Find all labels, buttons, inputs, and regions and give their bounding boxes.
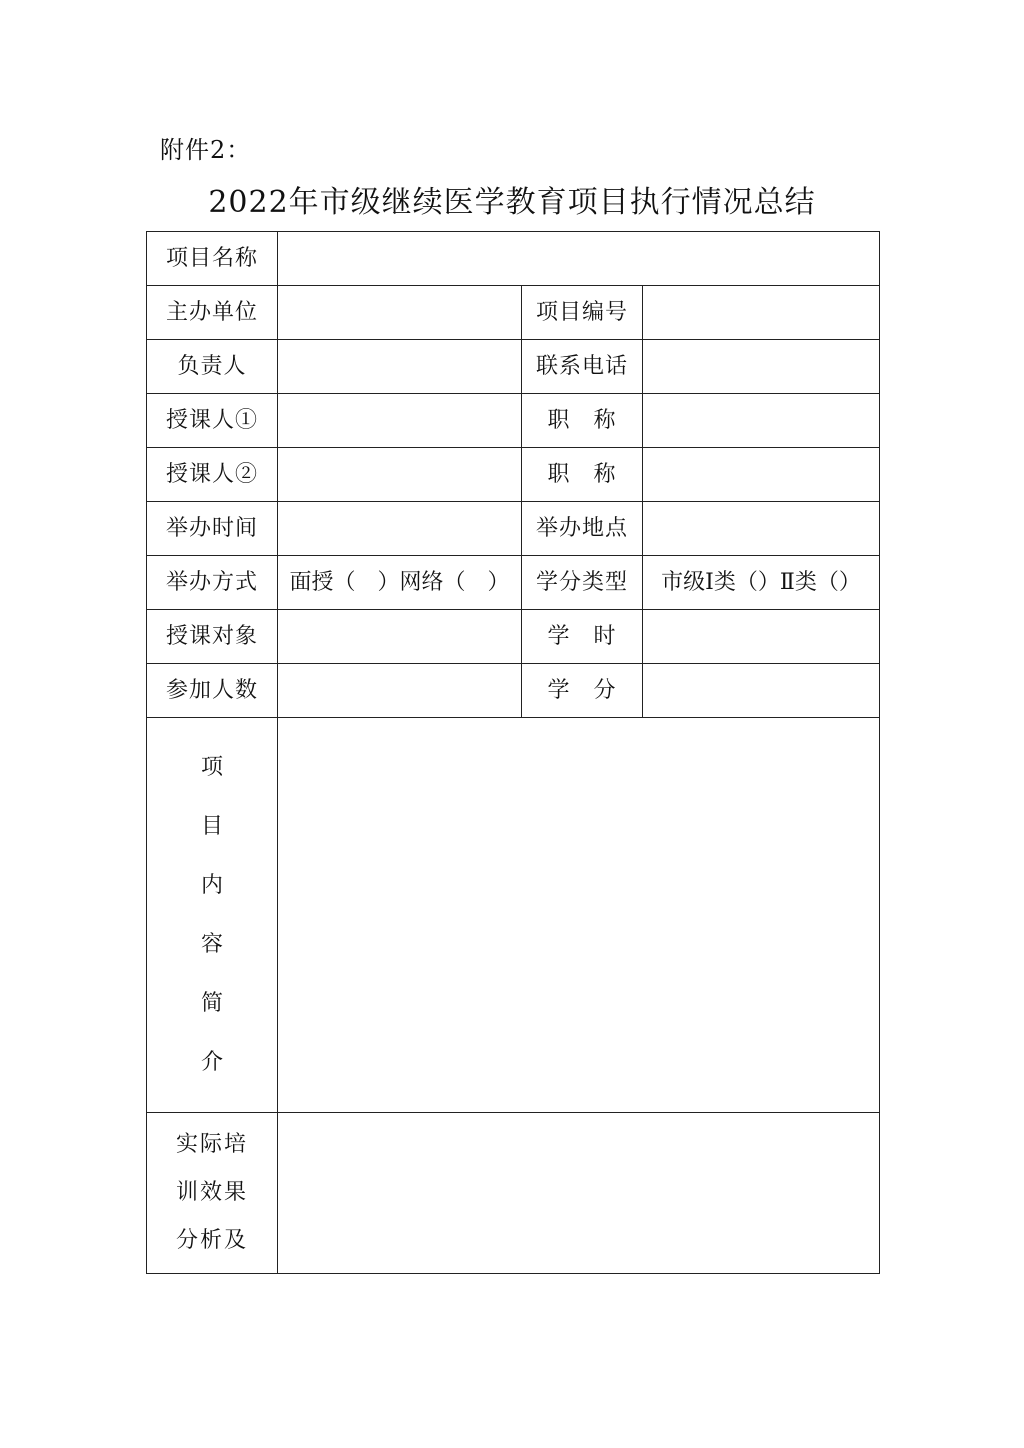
project-name-label: 项目名称: [147, 232, 278, 286]
content-intro-field[interactable]: [278, 718, 880, 1113]
training-effect-label: 实际培训效果分析及: [176, 1132, 249, 1253]
document-title: 2022年市级继续医学教育项目执行情况总结: [208, 185, 816, 220]
lecturer-2-title-label: 职 称: [522, 448, 643, 502]
person-in-charge-field[interactable]: [278, 340, 522, 394]
project-name-field[interactable]: [278, 232, 880, 286]
hold-place-field[interactable]: [643, 502, 880, 556]
attachment-label: 附件2：: [160, 136, 252, 164]
content-intro-char: 容: [200, 932, 223, 957]
audience-label: 授课对象: [147, 610, 278, 664]
person-in-charge-label: 负责人: [147, 340, 278, 394]
table-row: [147, 502, 880, 556]
hold-place-label: 举办地点: [522, 502, 643, 556]
audience-field[interactable]: [278, 610, 522, 664]
lecturer-2-title-field[interactable]: [643, 448, 880, 502]
content-intro-vertical-text: [201, 738, 223, 1092]
table-row: [147, 394, 880, 448]
content-intro-char: 介: [200, 1050, 223, 1075]
lecturer-1-field[interactable]: [278, 394, 522, 448]
lecturer-1-label: 授课人①: [147, 394, 278, 448]
credit-type-label: 学分类型: [522, 556, 643, 610]
content-intro-char: 目: [200, 814, 223, 839]
hours-field[interactable]: [643, 610, 880, 664]
participants-field[interactable]: [278, 664, 522, 718]
project-number-label: 项目编号: [522, 286, 643, 340]
hours-label: 学 时: [522, 610, 643, 664]
table-row: [147, 1113, 880, 1274]
organizer-label: 主办单位: [147, 286, 278, 340]
content-intro-label: [147, 718, 278, 1113]
credits-field[interactable]: [643, 664, 880, 718]
contact-phone-field[interactable]: [643, 340, 880, 394]
participants-label: 参加人数: [147, 664, 278, 718]
content-intro-char: 内: [200, 873, 223, 898]
hold-mode-label: 举办方式: [147, 556, 278, 610]
hold-time-label: 举办时间: [147, 502, 278, 556]
table-row: [147, 664, 880, 718]
organizer-field[interactable]: [278, 286, 522, 340]
table-row: [147, 556, 880, 610]
credit-type-field[interactable]: 市级Ⅰ类（）Ⅱ类（）: [643, 556, 880, 610]
table-row: [147, 610, 880, 664]
lecturer-2-label: 授课人②: [147, 448, 278, 502]
table-row: [147, 286, 880, 340]
table-row: [147, 448, 880, 502]
contact-phone-label: 联系电话: [522, 340, 643, 394]
content-intro-char: 项: [200, 755, 223, 780]
credits-label: 学 分: [522, 664, 643, 718]
project-number-field[interactable]: [643, 286, 880, 340]
training-effect-field[interactable]: [278, 1113, 880, 1274]
content-intro-char: 简: [200, 991, 223, 1016]
lecturer-1-title-label: 职 称: [522, 394, 643, 448]
hold-time-field[interactable]: [278, 502, 522, 556]
hold-mode-field[interactable]: 面授（ ）网络（ ）: [278, 556, 522, 610]
lecturer-1-title-field[interactable]: [643, 394, 880, 448]
training-effect-label-cell: [147, 1113, 278, 1274]
table-row: [147, 340, 880, 394]
lecturer-2-field[interactable]: [278, 448, 522, 502]
table-row: [147, 232, 880, 286]
summary-form-table: [146, 231, 880, 1274]
table-row: [147, 718, 880, 1113]
